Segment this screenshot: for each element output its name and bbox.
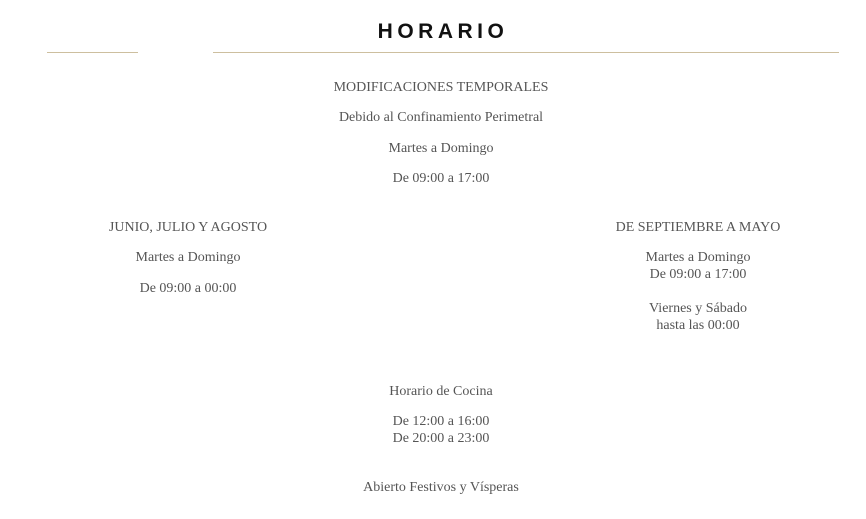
temporary-days: Martes a Domingo (388, 141, 494, 156)
temporary-heading: MODIFICACIONES TEMPORALES (333, 80, 549, 95)
winter-days: Martes a Domingo (645, 250, 751, 265)
summer-days: Martes a Domingo (135, 250, 241, 265)
holidays-note: Abierto Festivos y Vísperas (363, 480, 519, 495)
summer-heading: JUNIO, JULIO Y AGOSTO (108, 220, 268, 235)
summer-hours: De 09:00 a 00:00 (139, 281, 237, 296)
title-divider-left (47, 52, 138, 53)
winter-weekend-hours: hasta las 00:00 (656, 318, 740, 333)
winter-heading: DE SEPTIEMBRE A MAYO (615, 220, 781, 235)
page-title: HORARIO (377, 20, 509, 43)
winter-hours: De 09:00 a 17:00 (649, 267, 747, 282)
winter-weekend-days: Viernes y Sábado (649, 301, 747, 316)
temporary-reason: Debido al Confinamiento Perimetral (338, 110, 544, 125)
kitchen-slot-2: De 20:00 a 23:00 (392, 431, 490, 446)
kitchen-slot-1: De 12:00 a 16:00 (392, 414, 490, 429)
title-divider-right (213, 52, 839, 53)
temporary-hours: De 09:00 a 17:00 (392, 171, 490, 186)
kitchen-heading: Horario de Cocina (389, 384, 493, 399)
